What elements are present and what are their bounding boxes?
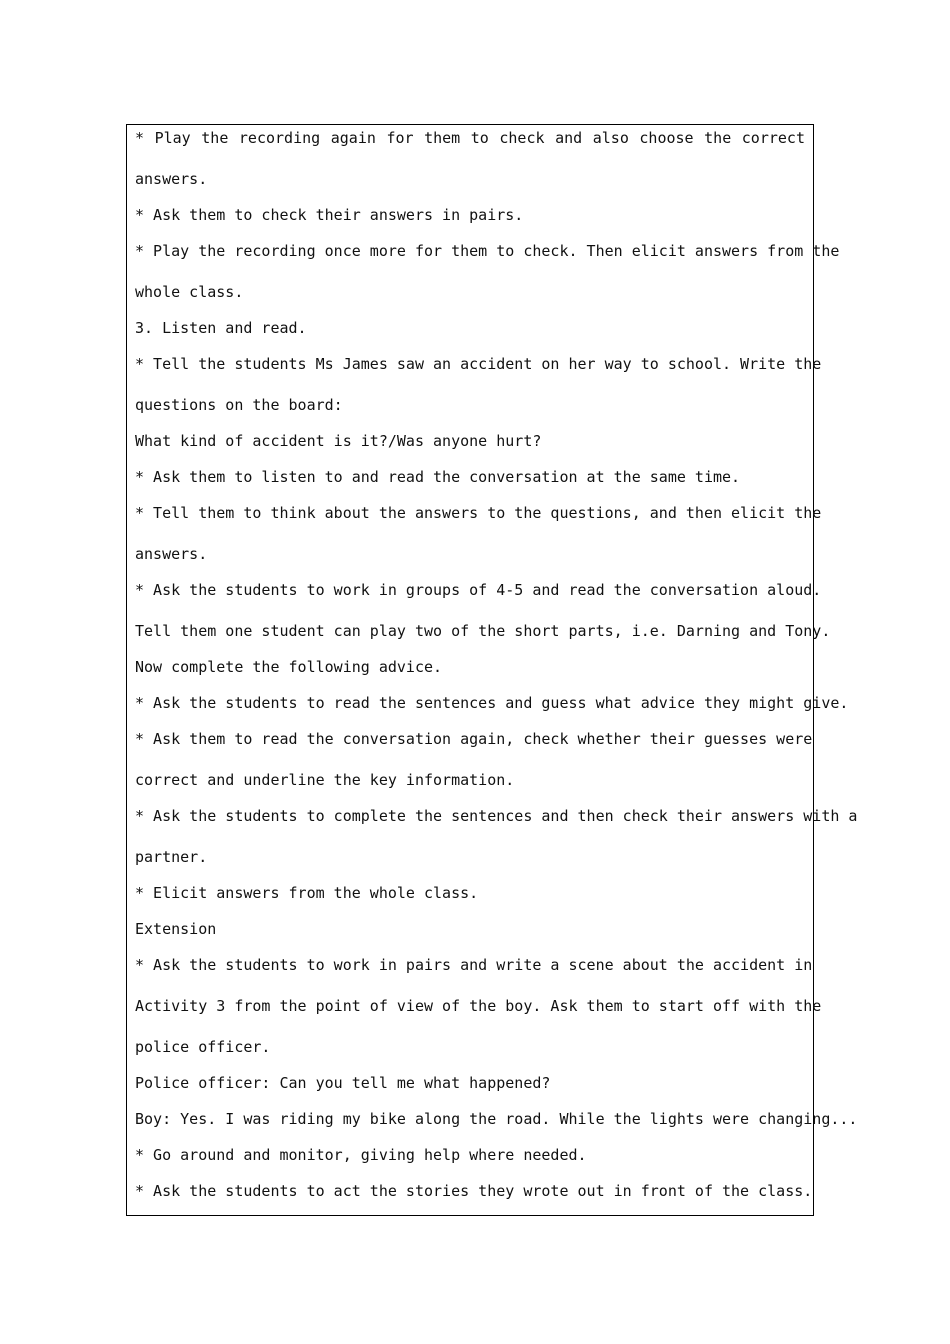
dialogue-line: Boy: Yes. I was riding my bike along the road. While the lights were changing... (135, 1110, 858, 1128)
text-line: * Play the recording once more for them to check. Then elicit answers from the (135, 242, 840, 260)
text-line: What kind of accident is it?/Was anyone hurt? (135, 432, 542, 450)
text-line: * Tell the students Ms James saw an accident on her way to school. Write the (135, 355, 822, 373)
text-line: * Ask the students to work in pairs and write a scene about the accident in (135, 956, 813, 974)
text-line: * Ask the students to act the stories they wrote out in front of the class. (135, 1182, 813, 1200)
text-line: questions on the board: (135, 396, 343, 414)
text-line: partner. (135, 848, 208, 866)
text-line: * Play the recording again for them to check and also choose the correct (135, 129, 805, 147)
text-line: * Ask them to read the conversation again, check whether their guesses were (135, 730, 813, 748)
text-line: * Ask them to check their answers in pairs. (135, 206, 524, 224)
text-line: answers. (135, 170, 208, 188)
text-line: * Elicit answers from the whole class. (135, 884, 479, 902)
text-line: Now complete the following advice. (135, 658, 443, 676)
section-heading: 3. Listen and read. (135, 319, 307, 337)
section-heading: Extension (135, 920, 217, 938)
text-line: * Tell them to think about the answers to the questions, and then elicit the (135, 504, 822, 522)
text-line: police officer. (135, 1038, 271, 1056)
text-line: * Ask the students to read the sentences and guess what advice they might give. (135, 694, 849, 712)
text-line: Tell them one student can play two of the short parts, i.e. Darning and Tony. (135, 622, 831, 640)
dialogue-line: Police officer: Can you tell me what happened? (135, 1074, 551, 1092)
text-line: correct and underline the key information. (135, 771, 515, 789)
text-line: * Go around and monitor, giving help where needed. (135, 1146, 587, 1164)
text-line: Activity 3 from the point of view of the boy. Ask them to start off with the (135, 997, 822, 1015)
text-line: * Ask the students to work in groups of 4-5 and read the conversation aloud. (135, 581, 822, 599)
text-line: whole class. (135, 283, 244, 301)
text-line: * Ask them to listen to and read the conversation at the same time. (135, 468, 741, 486)
text-line: * Ask the students to complete the sentences and then check their answers with a (135, 807, 858, 825)
text-line: answers. (135, 545, 208, 563)
